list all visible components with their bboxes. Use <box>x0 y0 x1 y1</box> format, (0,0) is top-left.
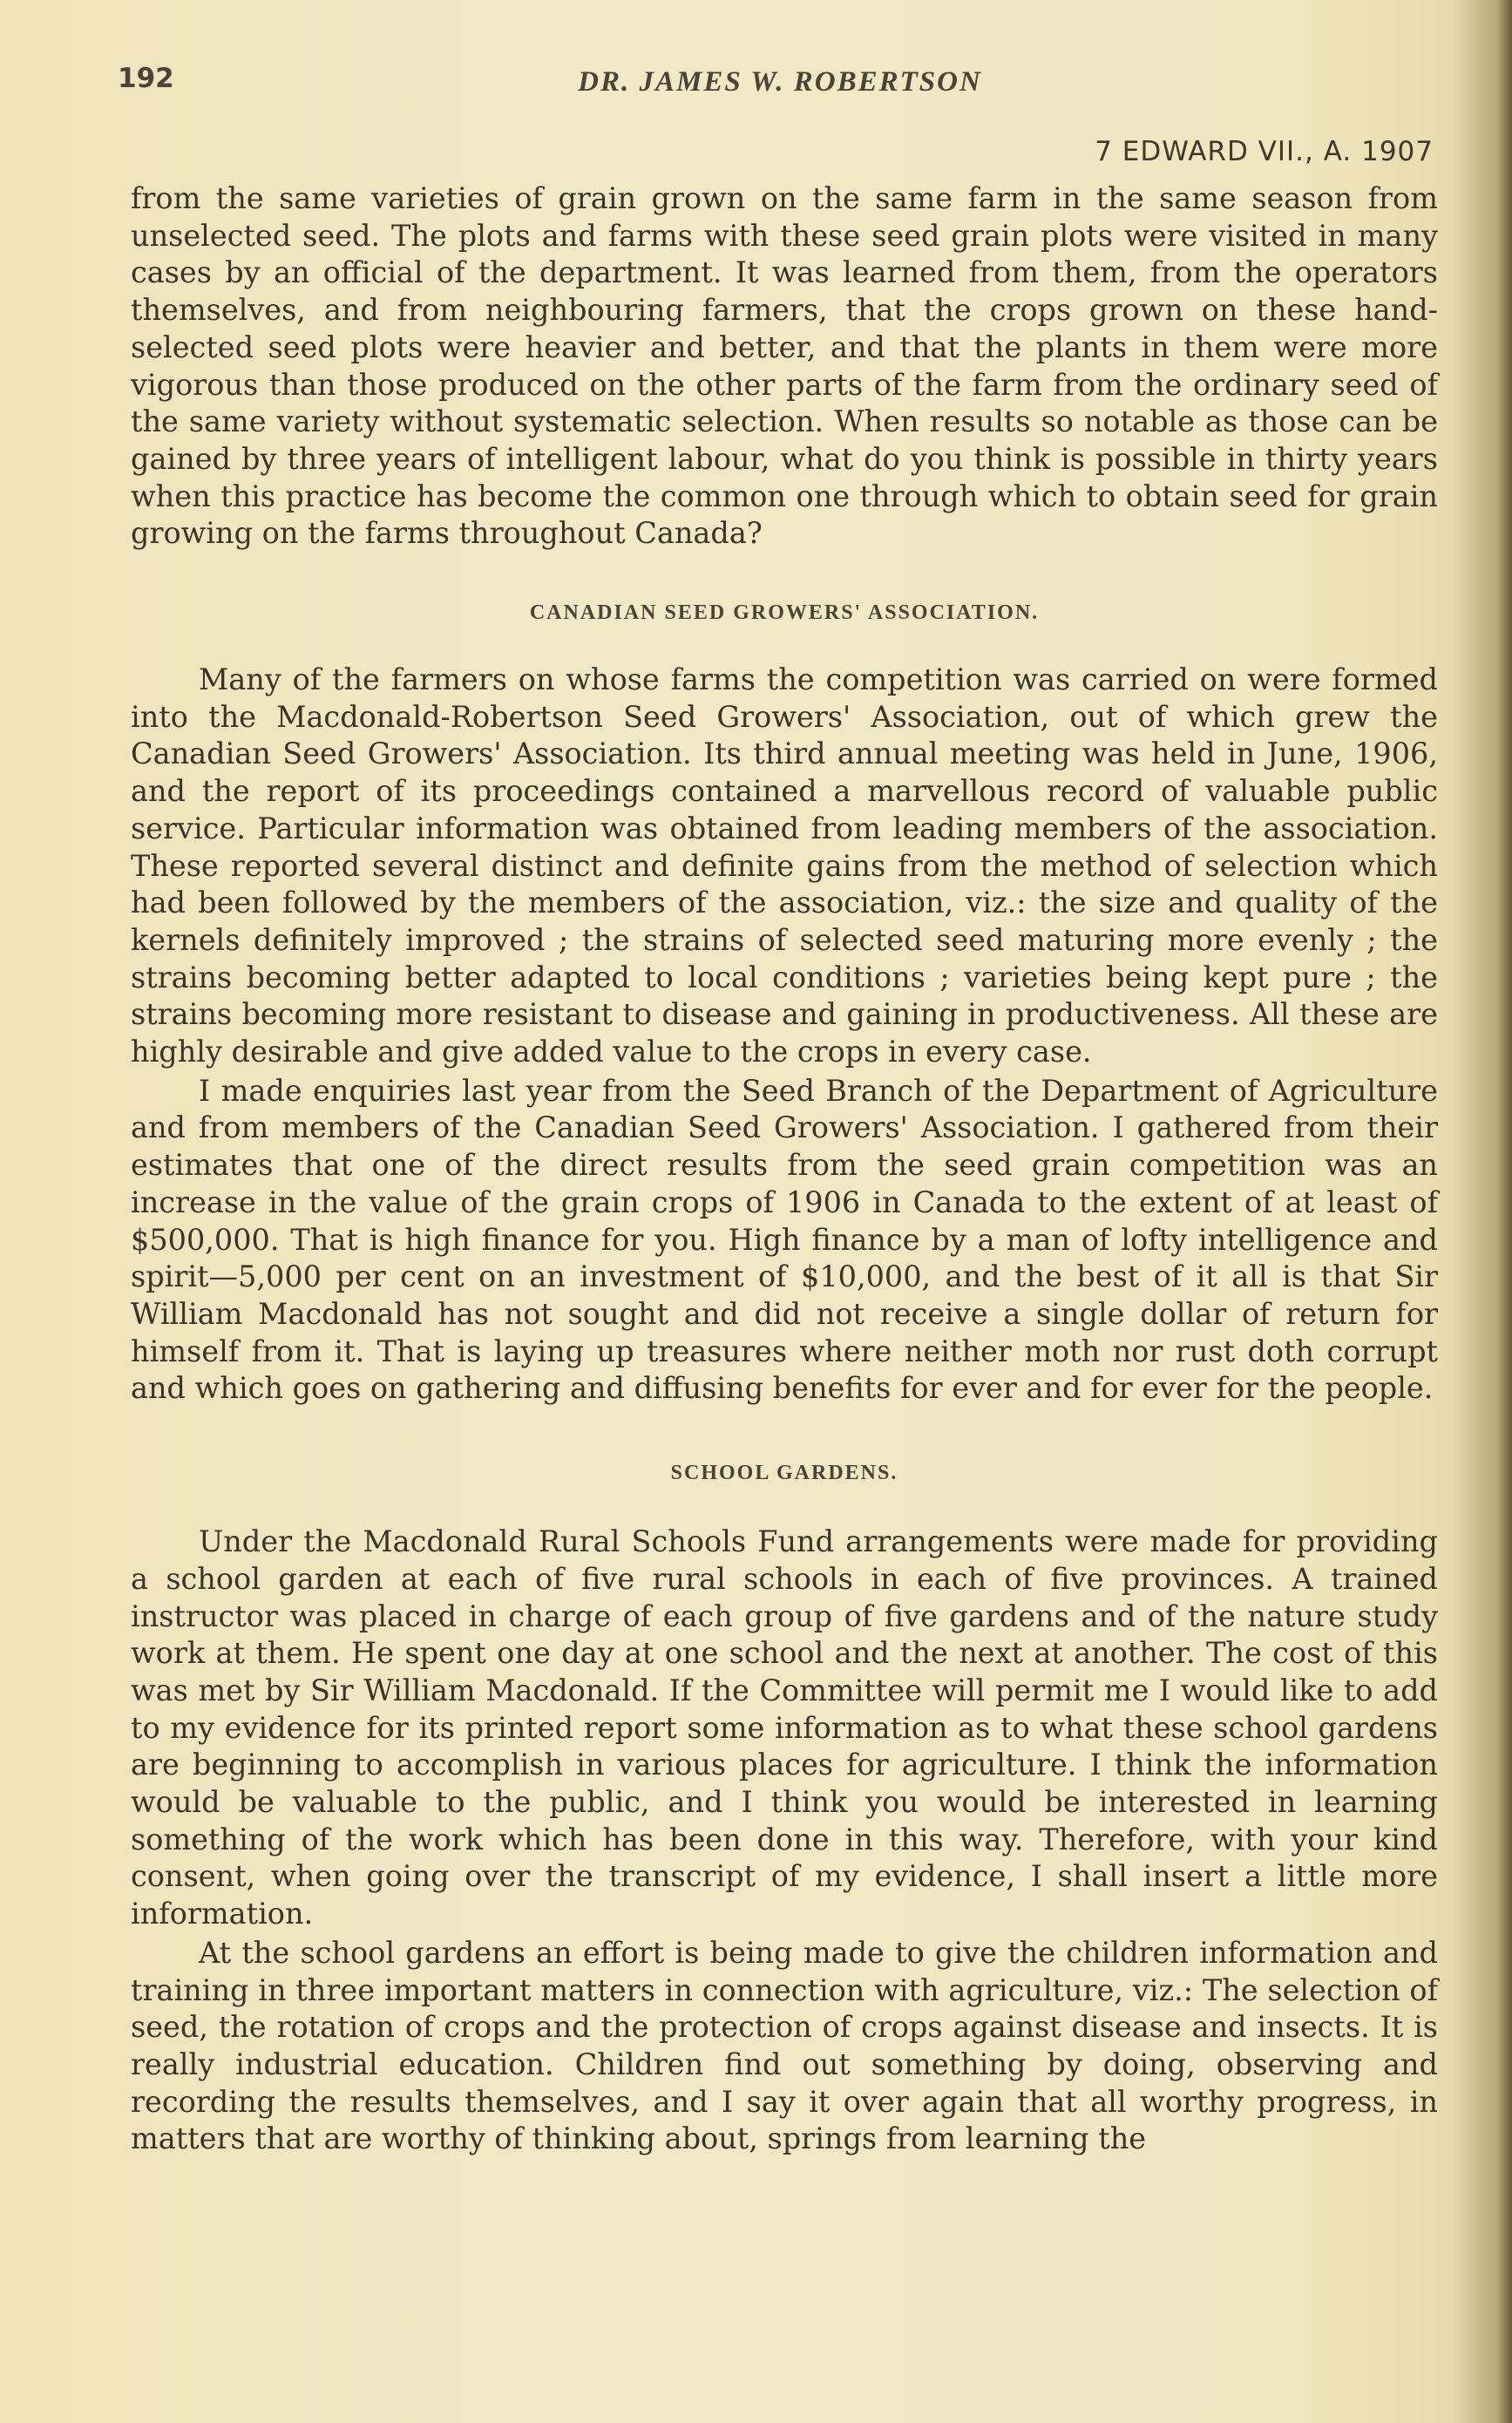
paragraph-seed-plots: from the same varieties of grain grown on the same farm in the same season from unselected seed. The plots and farms with these seed grain plots were visited in many cases by an official of the department. It was learned from them, from the operators themselves, and from neighbouring farmers, that the crops grown on these hand-selected seed plots were heavier and better, and that the plants in them were more vigorous than those produced on the other parts of the farm from the ordinary seed of the same variety without systematic selection. When results so notable as those can be gained by three years of intelligent labour, what do you think is possible in thirty years when this practice has become the common one through which to obtain seed for grain growing on the farms throughout Canada? <box>131 181 1438 551</box>
body-text <box>131 180 1438 2158</box>
section-heading-seed-growers: CANADIAN SEED GROWERS' ASSOCIATION. <box>529 601 1040 625</box>
paragraph-enquiries: I made enquiries last year from the Seed Branch of the Department of Agriculture and from members of the Canadian Seed Growers' Association. I gathered from their estimates that one of the direct results from the seed grain competition was an increase in the value of the grain crops of 1906 in Canada to the extent of at least of $500,000. That is high finance for you. High finance by a man of lofty intelligence and spirit—5,000 per cent on an investment of $10,000, and the best of it all is that Sir William Macdonald has not sought and did not receive a single dollar of return for himself from it. That is laying up treasures where neither moth nor rust doth corrupt and which goes on gathering and diffusing benefits for ever and for ever for the people. <box>131 1073 1438 1406</box>
section-heading-school-gardens: SCHOOL GARDENS. <box>670 1462 898 1485</box>
page-number: 192 <box>118 63 174 94</box>
session-label: 7 EDWARD VII., A. 1907 <box>1095 136 1434 167</box>
paragraph-rural-schools-fund: Under the Macdonald Rural Schools Fund arrangements were made for providing a school garden at each of five rural schools in each of five provinces. A trained instructor was placed in charge of each group of five gardens and of the nature study work at them. He spent one day at one school and the next at another. The cost of this was met by Sir William Macdonald. If the Committee will permit me I would like to add to my evidence for its printed report some information as to what these school gardens are beginning to accomplish in various places for agriculture. I think the information would be valuable to the public, and I think you would be interested in learning something of the work which has been done in this way. Therefore, with your kind consent, when going over the transcript of my evidence, I shall insert a little more information. <box>131 1524 1438 1931</box>
running-title: DR. JAMES W. ROBERTSON <box>578 66 982 98</box>
paragraph-association: Many of the farmers on whose farms the competition was carried on were formed into the Macdonald-Robertson Seed Growers' Association, out of which grew the Canadian Seed Growers' Association. Its third annual meeting was held in June, 1906, and the report of its proceedings contained a marvellous record of valuable public service. Particular information was obtained from leading members of the association. These reported several distinct and definite gains from the method of selection which had been followed by the members of the association, viz.: the size and quality of the kernels definitely improved ; the strains of selected seed maturing more evenly ; the strains becoming better adapted to local conditions ; varieties being kept pure ; the strains becoming more resistant to disease and gaining in productiveness. All these are highly desirable and give added value to the crops in every case. <box>131 662 1438 1069</box>
page-header <box>109 63 1451 115</box>
paragraph-school-gardens-training: At the school gardens an effort is being made to give the children information and training in three important matters in connection with agriculture, viz.: The selection of seed, the rotation of crops and the protection of crops against disease and insects. It is really industrial education. Children find out something by doing, observing and recording the results themselves, and I say it over again that all worthy progress, in matters that are worthy of thinking about, springs from learning the <box>131 1935 1438 2156</box>
